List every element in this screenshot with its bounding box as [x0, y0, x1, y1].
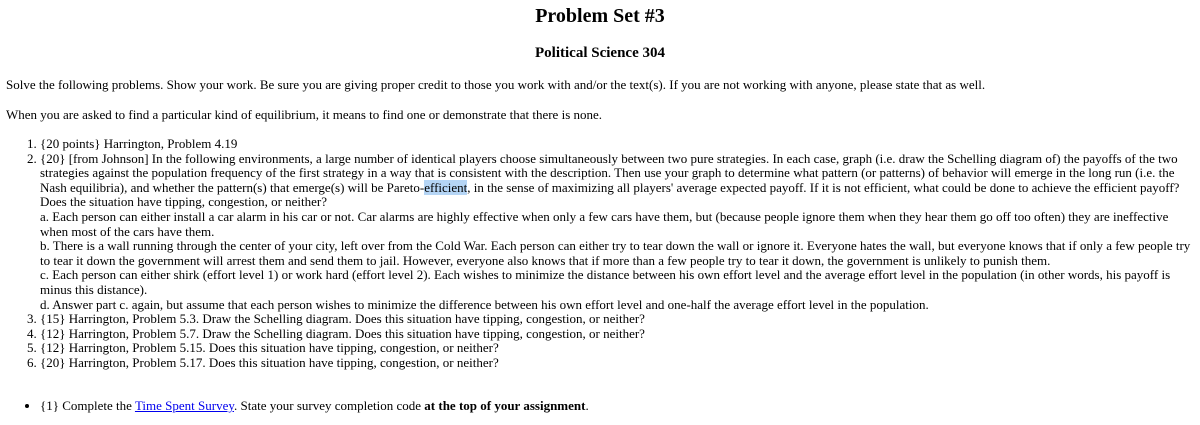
problem-2-part-b: b. There is a wall running through the center of your city, left over from the Cold War. Each person can either try to tear down the wall or ignore it. Everyone hates the wall, but everyone knows that if only a few people try to tear it down the government will arrest them and send them to jail. However, everyone also knows that if more than a few people try to tear it down, the government is unlikely to punish them.: [40, 238, 1191, 268]
problem-list: [40, 137, 1194, 371]
survey-item: [40, 398, 1194, 413]
problem-2-part-a: a. Each person can either install a car alarm in his car or not. Car alarms are highly effective when only a few cars have them, but (because people ignore them when they hear them go off too often) they are ineffective when most of the cars have them.: [40, 208, 1169, 239]
survey-prefix: {1} Complete the: [40, 398, 132, 413]
problem-item-5: [40, 341, 1194, 356]
problem-2-text-end: , in the sense of maximizing all players' average expected payoff. If it is not efficient, what could be done to achieve the efficient payoff? Does the situation have tipping, congestion, or neither?: [40, 179, 1180, 210]
problem-item-2: [40, 152, 1194, 313]
instructions-paragraph: Solve the following problems. Show your work. Be sure you are giving proper credit to those you work with and/or the text(s). If you are not working with anyone, please state that as well.: [6, 77, 986, 92]
selected-text-highlight[interactable]: efficient: [424, 179, 468, 195]
problem-5-text: {12} Harrington, Problem 5.15. Does this situation have tipping, congestion, or neither?: [40, 340, 499, 356]
survey-suffix: .: [585, 398, 589, 413]
problem-item-6: [40, 356, 1194, 371]
course-title: Political Science 304: [535, 45, 665, 61]
equilibrium-note-paragraph: When you are asked to find a particular kind of equilibrium, it means to find one or demonstrate that there is none.: [6, 107, 603, 122]
problem-6-text: {20} Harrington, Problem 5.17. Does this situation have tipping, congestion, or neither?: [40, 354, 499, 370]
survey-emphasis: at the top of your assignment: [424, 398, 586, 413]
survey-list: [40, 398, 1194, 413]
page-title: Problem Set #3: [535, 5, 665, 27]
problem-item-3: [40, 312, 1194, 327]
problem-1-text: {20 points} Harrington, Problem 4.19: [40, 136, 238, 151]
problem-2-part-c: c. Each person can either shirk (effort level 1) or work hard (effort level 2). Each wishes to minimize the distance between his own effort level and the average effort level in the population (in other words, his payoff is minus this distance).: [40, 267, 1171, 297]
time-spent-survey-link[interactable]: Time Spent Survey: [134, 398, 235, 413]
problem-2-text-start: {20} [from Johnson] In the following environments, a large number of identical players choose simultaneously between two pure strategies. In each case, graph (i.e. draw the Schelling diagram of) the payoffs of the two strategies against the population frequency of the first strategy in a way that is consistent with the description. Then use your graph to determine what pattern (or patterns) of behavior will emerge in the long run (i.e. the Nash equilibria), and whether the pattern(s) that emerge(s) will be Pareto-: [40, 150, 1178, 195]
problem-item-4: [40, 327, 1194, 342]
problem-3-text: {15} Harrington, Problem 5.3. Draw the Schelling diagram. Does this situation have tipping, congestion, or neither?: [40, 311, 645, 327]
survey-middle: . State your survey completion code: [234, 398, 422, 413]
problem-item-1: [40, 137, 1194, 152]
problem-4-text: {12} Harrington, Problem 5.7. Draw the Schelling diagram. Does this situation have tipping, congestion, or neither?: [40, 325, 645, 341]
problem-2-part-d: d. Answer part c. again, but assume that each person wishes to minimize the difference between his own effort level and one-half the average effort level in the population.: [40, 296, 929, 312]
